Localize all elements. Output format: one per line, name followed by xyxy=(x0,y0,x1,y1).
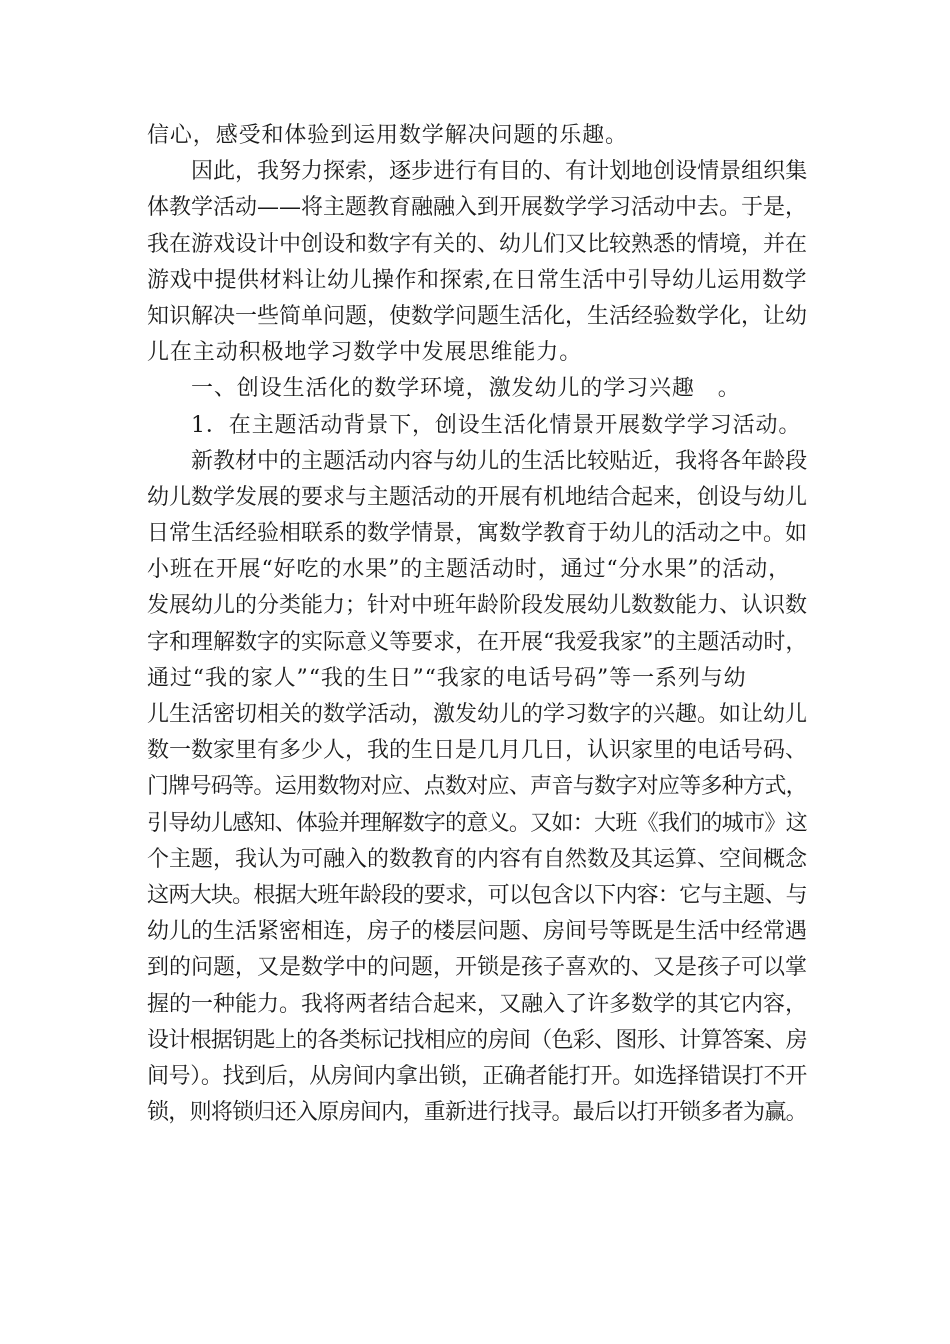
text-line: 儿在主动积极地学习数学中发展思维能力。 xyxy=(147,340,583,366)
text-line: 设计根据钥匙上的各类标记找相应的房间（色彩、图形、计算答案、房 xyxy=(147,1027,807,1053)
text-line: 个主题，我认为可融入的数教育的内容有自然数及其运算、空间概念 xyxy=(147,846,808,872)
text-line: 信心，感受和体验到运用数学解决问题的乐趣。 xyxy=(147,123,628,148)
text-line: 发展幼儿的分类能力；针对中班年龄阶段发展幼儿数数能力、认识数 xyxy=(147,593,808,619)
text-line: 门牌号码等。运用数物对应、点数对应、声音与数字对应等多种方式， xyxy=(147,774,807,800)
text-line: 数一数家里有多少人，我的生日是几月几日，认识家里的电话号码、 xyxy=(147,738,808,764)
text-line: 间号）。找到后，从房间内拿出锁，正确者能打开。如选择错误打不开 xyxy=(147,1063,807,1089)
text-line: 幼儿的生活紧密相连，房子的楼层问题、房间号等既是生活中经常遇 xyxy=(147,919,808,945)
text-line: 1．在主题活动背景下，创设生活化情景开展数学学习活动。 xyxy=(191,412,802,438)
text-line: 一、创设生活化的数学环境，激发幼儿的学习兴趣 。 xyxy=(191,376,741,402)
text-line: 握的一种能力。我将两者结合起来，又融入了许多数学的其它内容， xyxy=(147,991,808,1017)
text-line: 新教材中的主题活动内容与幼儿的生活比较贴近，我将各年龄段 xyxy=(191,448,808,474)
text-line: 我在游戏设计中创设和数字有关的、幼儿们又比较熟悉的情境，并在 xyxy=(147,231,808,257)
text-line: 儿生活密切相关的数学活动，激发幼儿的学习数字的兴趣。如让幼儿 xyxy=(147,702,808,727)
text-line: 到的问题，又是数学中的问题，开锁是孩子喜欢的、又是孩子可以掌 xyxy=(147,955,808,981)
text-line: 锁，则将锁归还入原房间内，重新进行找寻。最后以打开锁多者为赢。 xyxy=(147,1100,807,1126)
text-line: 日常生活经验相联系的数学情景，寓数学教育于幼儿的活动之中。如 xyxy=(147,521,808,547)
text-line: 这两大块。根据大班年龄段的要求，可以包含以下内容：它与主题、与 xyxy=(147,882,807,908)
text-line: 引导幼儿感知、体验并理解数字的意义。又如：大班《我们的城市》这 xyxy=(147,810,807,836)
text-line: 游戏中提供材料让幼儿操作和探索,在日常生活中引导幼儿运用数学 xyxy=(147,267,807,293)
body-text xyxy=(147,118,807,1131)
text-line: 幼儿数学发展的要求与主题活动的开展有机地结合起来，创设与幼儿 xyxy=(147,484,808,510)
text-line: 体教学活动——将主题教育融融入到开展数学学习活动中去。于是， xyxy=(147,195,808,221)
text-line: 字和理解数字的实际意义等要求，在开展“我爱我家”的主题活动时， xyxy=(147,629,808,655)
text-line: 知识解决一些简单问题，使数学问题生活化，生活经验数学化，让幼 xyxy=(147,303,808,329)
text-line: 通过“我的家人”“我的生日”“我家的电话号码”等一系列与幼 xyxy=(147,665,747,691)
text-line: 小班在开展“好吃的水果”的主题活动时，通过“分水果”的活动， xyxy=(147,557,791,583)
text-line: 因此，我努力探索，逐步进行有目的、有计划地创设情景组织集 xyxy=(191,159,808,185)
